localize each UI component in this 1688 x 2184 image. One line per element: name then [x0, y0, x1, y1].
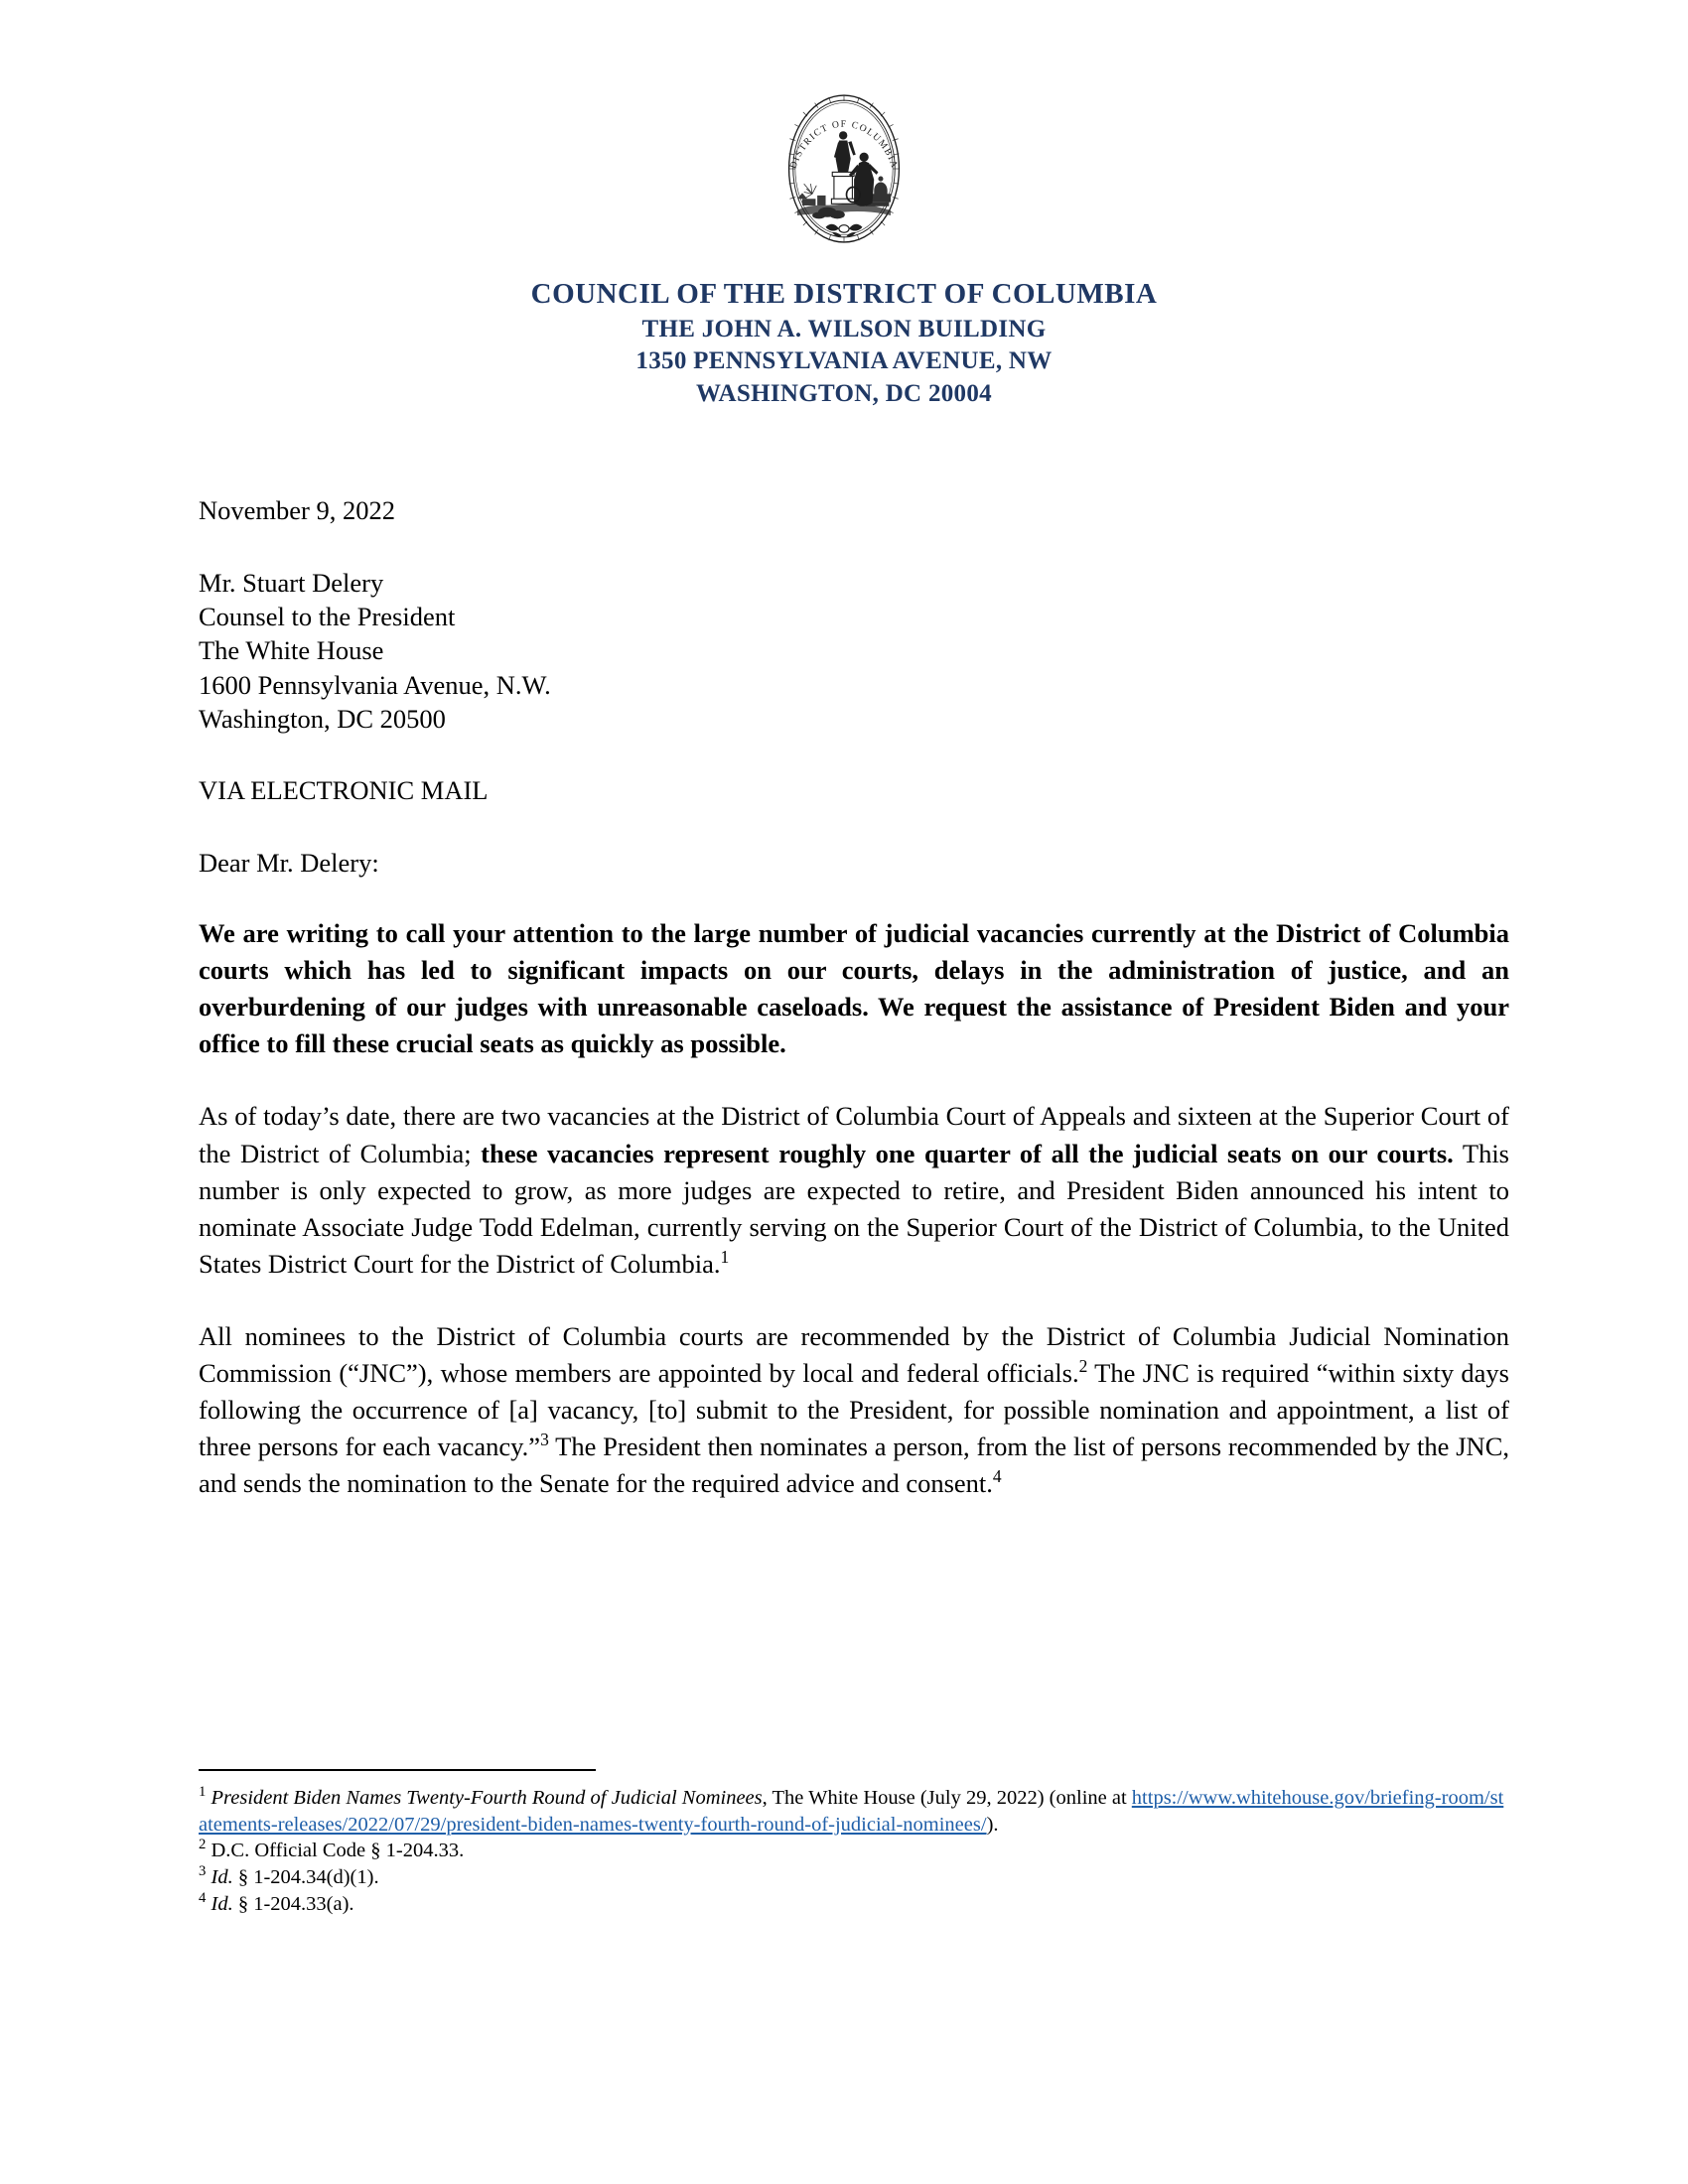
recipient-organization: The White House: [199, 635, 384, 666]
recipient-address-block: [199, 566, 1509, 737]
letterhead: [0, 0, 1688, 410]
spacer: [199, 880, 1509, 915]
org-name: COUNCIL OF THE DISTRICT OF COLUMBIA: [530, 278, 1158, 310]
paragraph-opening-bold: We are writing to call your attention to the large number of judicial vacancies currently at the District of Columbia courts which has led to significant impacts on our courts, delays in the administration of justice, and an overburdening of our judges with unreasonable caseloads. We request the assistance of President Biden and your office to fill these crucial seats as quickly as possible.: [199, 918, 1509, 1059]
footnotes-section: [0, 1769, 1688, 1917]
seal-container: [0, 85, 1688, 252]
org-city-state-zip: WASHINGTON, DC 20004: [696, 379, 992, 407]
footnote-3-id: Id.: [211, 1865, 233, 1888]
footnote-4-text: § 1-204.33(a).: [232, 1892, 354, 1915]
paragraph-2-emphasis: these vacancies represent roughly one quarter of all the judicial seats on our courts.: [481, 1138, 1454, 1168]
spacer: [199, 410, 1509, 493]
footnote-marker-4: 4: [199, 1889, 207, 1906]
delivery-method: VIA ELECTRONIC MAIL: [199, 775, 489, 806]
district-of-columbia-seal-icon: [761, 85, 927, 252]
footnote-item-3: [199, 1864, 1509, 1891]
footnote-item-4: [199, 1891, 1509, 1918]
footnote-marker-2: 2: [199, 1837, 207, 1853]
footnote-ref-2[interactable]: 2: [1078, 1356, 1088, 1377]
footnotes-inner: [179, 1769, 1509, 1917]
paragraph-vacancies: [199, 1098, 1509, 1282]
footnote-3-text: § 1-204.34(d)(1).: [232, 1865, 379, 1888]
recipient-title: Counsel to the President: [199, 601, 456, 631]
letter-date: November 9, 2022: [199, 495, 395, 526]
footnote-ref-4[interactable]: 4: [992, 1466, 1002, 1487]
footnote-2-text: D.C. Official Code § 1-204.33.: [211, 1840, 465, 1862]
footnote-1-text-after: ).: [986, 1813, 999, 1836]
paragraph-3-text-a: All nominees to the District of Columbia courts are recommended by the District of Columbia Judicial Nomination Commission (“JNC”), whose members are appointed by local and federal officials.: [199, 1320, 1509, 1388]
footnote-4-id: Id.: [211, 1892, 233, 1915]
footnote-ref-3[interactable]: 3: [540, 1430, 549, 1450]
recipient-name: Mr. Stuart Delery: [199, 567, 384, 598]
paragraph-3-text-c: The President then nominates a person, from the list of persons recommended by the JNC, and sends the nomination to the Senate for the required advice and consent.: [199, 1432, 1509, 1499]
letter-body: [179, 410, 1509, 1502]
footnote-ref-1[interactable]: 1: [720, 1246, 730, 1267]
spacer: [199, 736, 1509, 773]
salutation: Dear Mr. Delery:: [199, 847, 379, 878]
footnote-1-title: President Biden Names Twenty-Fourth Round of Judicial Nominees: [211, 1787, 763, 1809]
footnote-marker-3: 3: [199, 1863, 207, 1880]
spacer: [199, 1283, 1509, 1318]
paragraph-jnc-process: [199, 1318, 1509, 1502]
spacer: [199, 808, 1509, 846]
footnote-1-text-before: , The White House (July 29, 2022) (online at: [762, 1787, 1132, 1809]
footnote-1-link[interactable]: https://www.whitehouse.gov/briefing-room/statements-releases/2022/07/29/president-biden-names-twenty-fourth-round-of-judicial-nominees/: [199, 1787, 1504, 1836]
svg-text:DISTRICT OF COLUMBIA: DISTRICT OF COLUMBIA: [787, 118, 901, 171]
letterhead-text-block: [0, 276, 1688, 410]
footnote-item-1: [199, 1785, 1509, 1838]
spacer: [199, 528, 1509, 566]
paragraph-2-text-b: This number is only expected to grow, as more judges are expected to retire, and President Biden announced his intent to nominate Associate Judge Todd Edelman, currently serving on the Superior Court of the District of Columbia, to the United States District Court for the District of Columbia.: [199, 1138, 1509, 1279]
paragraph-2-text-a: As of today’s date, there are two vacancies at the District of Columbia Court of Appeals and sixteen at the Superior Court of the District of Columbia;: [199, 1101, 1509, 1168]
footnote-item-2: [199, 1838, 1509, 1864]
spacer: [199, 1062, 1509, 1098]
footnote-marker-1: 1: [199, 1784, 207, 1801]
org-building: THE JOHN A. WILSON BUILDING: [641, 315, 1047, 342]
recipient-city-state-zip: Washington, DC 20500: [199, 703, 446, 734]
org-street: 1350 PENNSYLVANIA AVENUE, NW: [635, 347, 1053, 375]
paragraph-3-text-b: The JNC is required “within sixty days following the occurrence of [a] vacancy, [to] submit to the President, for possible nomination and appointment, a list of three persons for each vacancy.”: [199, 1358, 1509, 1462]
recipient-street: 1600 Pennsylvania Avenue, N.W.: [199, 669, 551, 700]
footnote-separator-rule: [199, 1769, 596, 1771]
